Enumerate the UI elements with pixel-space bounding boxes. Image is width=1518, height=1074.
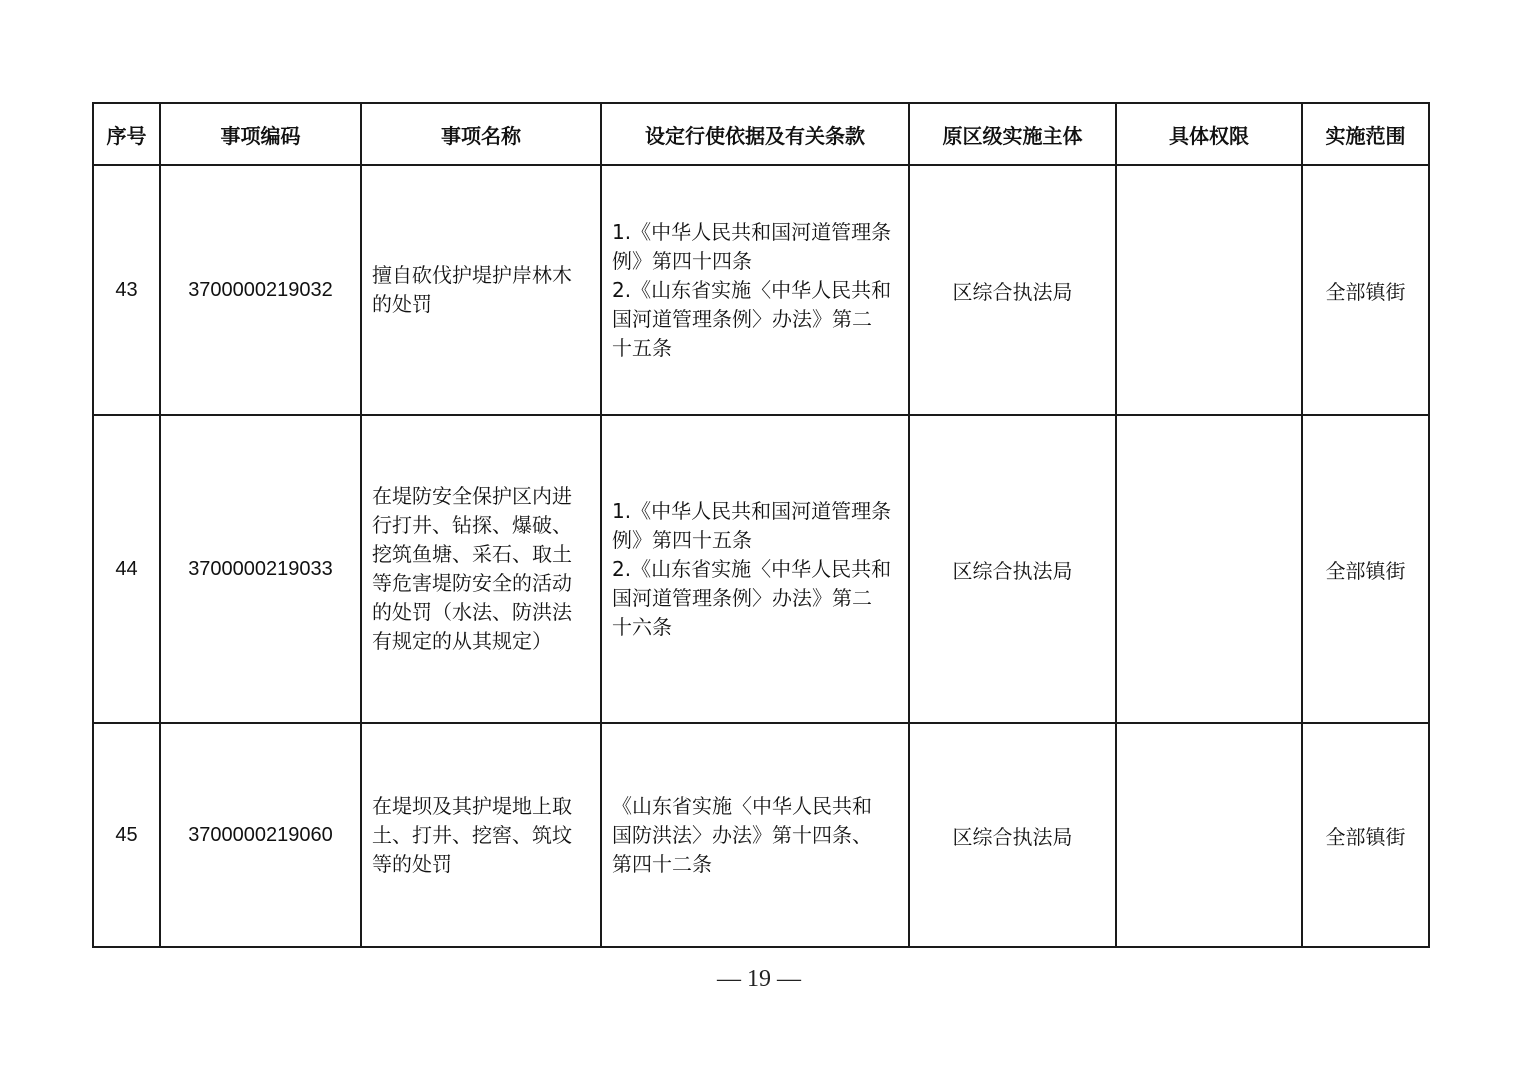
name-line: 等的处罚: [372, 851, 452, 876]
basis-line: 国防洪法〉办法》第十四条、: [612, 822, 872, 847]
table-row: [93, 415, 1429, 723]
cell-no: 45: [93, 723, 160, 947]
cell-entity: 区综合执法局: [909, 415, 1116, 723]
basis-line: 2.《山东省实施〈中华人民共和: [612, 556, 892, 581]
name-line: 等危害堤防安全的活动: [372, 571, 572, 595]
header-authority: 具体权限: [1116, 103, 1302, 165]
name-line: 的处罚（水法、防洪法: [372, 600, 572, 624]
table-row: [93, 165, 1429, 415]
cell-name: [361, 165, 601, 415]
basis-line: 国河道管理条例〉办法》第二: [612, 306, 872, 331]
basis-line: 第四十二条: [612, 851, 712, 876]
cell-scope: 全部镇街: [1302, 165, 1429, 415]
cell-basis: [601, 165, 909, 415]
basis-line: 1.《中华人民共和国河道管理条: [612, 498, 892, 523]
cell-basis: [601, 415, 909, 723]
name-line: 土、打井、挖窖、筑坟: [372, 822, 572, 847]
name-line: 在堤防安全保护区内进: [372, 484, 572, 508]
cell-name: [361, 723, 601, 947]
cell-entity: 区综合执法局: [909, 723, 1116, 947]
cell-code: 3700000219032: [160, 165, 361, 415]
cell-authority: [1116, 723, 1302, 947]
cell-scope: 全部镇街: [1302, 723, 1429, 947]
items-table: [92, 102, 1430, 948]
basis-line: 《山东省实施〈中华人民共和: [612, 793, 872, 818]
name-line: 行打井、钻探、爆破、: [372, 513, 572, 537]
name-line: 挖筑鱼塘、采石、取土: [372, 542, 572, 566]
cell-entity: 区综合执法局: [909, 165, 1116, 415]
page-number: — 19 —: [717, 966, 801, 992]
basis-line: 国河道管理条例〉办法》第二: [612, 585, 872, 610]
header-name: 事项名称: [361, 103, 601, 165]
basis-line: 1.《中华人民共和国河道管理条: [612, 219, 892, 244]
cell-no: 44: [93, 415, 160, 723]
name-line: 擅自砍伐护堤护岸林木: [372, 263, 572, 287]
name-line: 在堤坝及其护堤地上取: [372, 793, 572, 818]
cell-name: [361, 415, 601, 723]
table-row: [93, 723, 1429, 947]
header-scope: 实施范围: [1302, 103, 1429, 165]
name-line: 有规定的从其规定）: [372, 629, 552, 653]
header-no: 序号: [93, 103, 160, 165]
basis-line: 十五条: [612, 335, 672, 360]
header-entity: 原区级实施主体: [909, 103, 1116, 165]
header-row: [93, 103, 1429, 165]
basis-line: 2.《山东省实施〈中华人民共和: [612, 277, 892, 302]
cell-code: 3700000219060: [160, 723, 361, 947]
basis-line: 十六条: [612, 614, 672, 639]
header-basis: 设定行使依据及有关条款: [601, 103, 909, 165]
cell-basis: [601, 723, 909, 947]
header-code: 事项编码: [160, 103, 361, 165]
cell-scope: 全部镇街: [1302, 415, 1429, 723]
cell-authority: [1116, 415, 1302, 723]
cell-code: 3700000219033: [160, 415, 361, 723]
cell-authority: [1116, 165, 1302, 415]
basis-line: 例》第四十五条: [612, 527, 752, 552]
name-line: 的处罚: [372, 292, 432, 316]
cell-no: 43: [93, 165, 160, 415]
basis-line: 例》第四十四条: [612, 248, 752, 273]
